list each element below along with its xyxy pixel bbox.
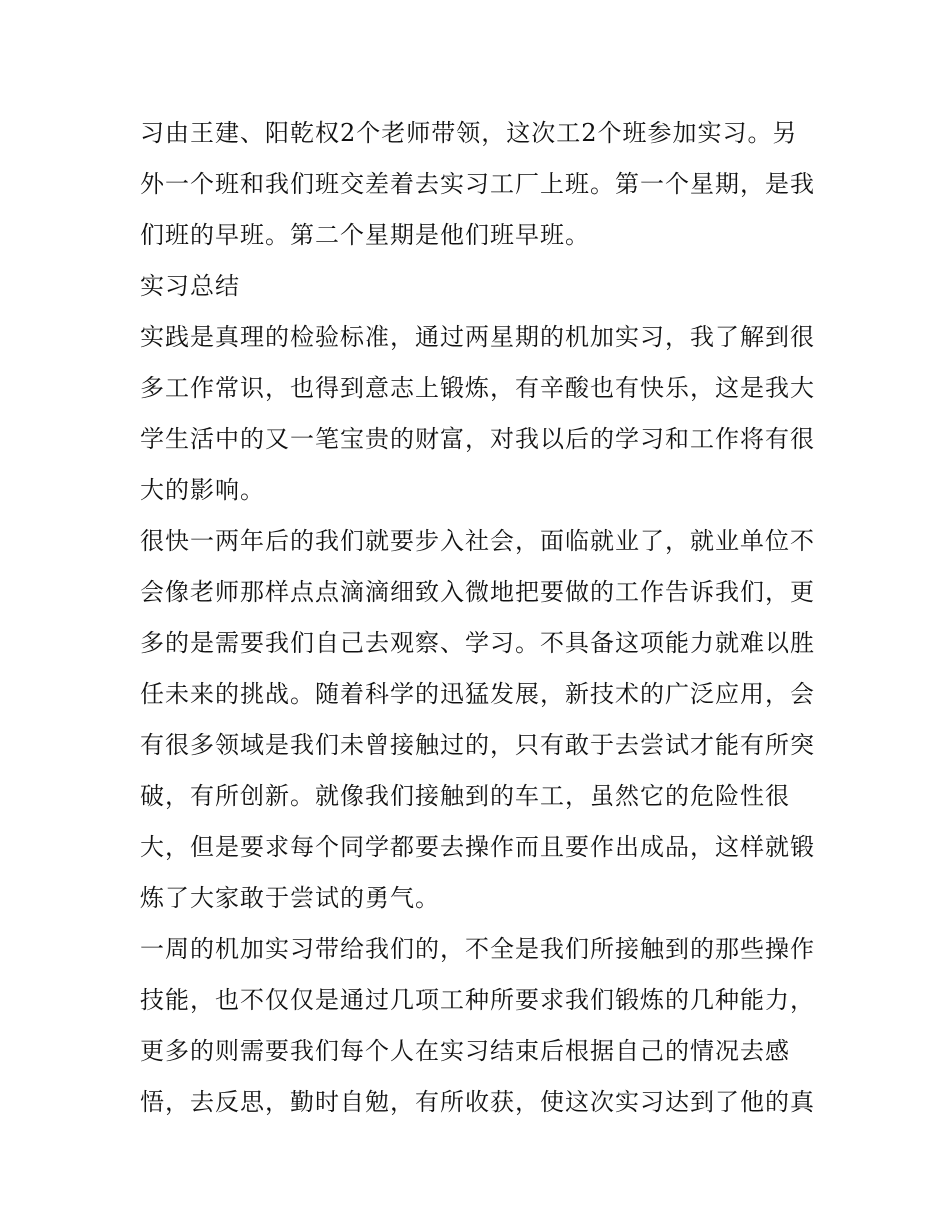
text-line: 破，有所创新。就像我们接触到的车工，虽然它的危险性很 xyxy=(140,782,790,810)
text-line: 悟，去反思，勤时自勉，有所收获，使这次实习达到了他的真 xyxy=(140,1088,815,1116)
text-line: 学生活中的又一笔宝贵的财富，对我以后的学习和工作将有很 xyxy=(140,425,815,453)
text-line: 更多的则需要我们每个人在实习结束后根据自己的情况去感 xyxy=(140,1037,790,1065)
text-line: 一周的机加实习带给我们的，不全是我们所接触到的那些操作 xyxy=(140,935,815,963)
text-line: 大的影响。 xyxy=(140,476,265,504)
text-line: 很快一两年后的我们就要步入社会，面临就业了，就业单位不 xyxy=(140,527,815,555)
section-heading: 实习总结 xyxy=(140,272,240,300)
text-line: 们班的早班。第二个星期是他们班早班。 xyxy=(140,221,590,249)
text-line: 技能，也不仅仅是通过几项工种所要求我们锻炼的几种能力， xyxy=(140,986,815,1014)
text-line: 多的是需要我们自己去观察、学习。不具备这项能力就难以胜 xyxy=(140,629,815,657)
text-line: 炼了大家敢于尝试的勇气。 xyxy=(140,884,440,912)
text-line: 任未来的挑战。随着科学的迅猛发展，新技术的广泛应用，会 xyxy=(140,680,815,708)
text-line: 大，但是要求每个同学都要去操作而且要作出成品，这样就锻 xyxy=(140,833,815,861)
text-line: 会像老师那样点点滴滴细致入微地把要做的工作告诉我们，更 xyxy=(140,578,815,606)
text-line: 有很多领域是我们未曾接触过的，只有敢于去尝试才能有所突 xyxy=(140,731,815,759)
text-line: 外一个班和我们班交差着去实习工厂上班。第一个星期，是我 xyxy=(140,170,815,198)
text-line: 习由王建、阳乾权2个老师带领，这次工2个班参加实习。另 xyxy=(140,119,798,147)
document-body xyxy=(140,108,820,1128)
text-line: 多工作常识，也得到意志上锻炼，有辛酸也有快乐，这是我大 xyxy=(140,374,815,402)
text-line: 实践是真理的检验标准，通过两星期的机加实习，我了解到很 xyxy=(140,323,815,351)
